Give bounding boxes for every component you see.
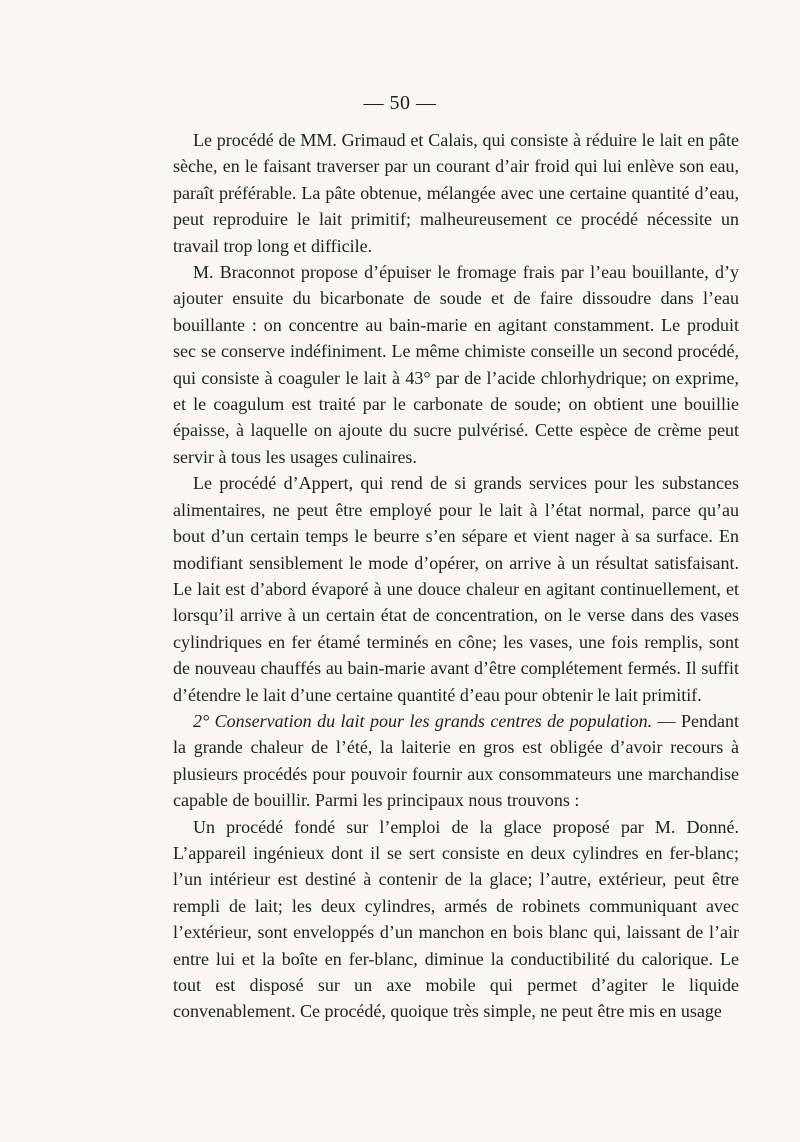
- paragraph-grimaud-calais: Le procédé de MM. Grimaud et Calais, qui consiste à réduire le lait en pâte sèche, en le faisant traverser par un courant d’air froid qui lui enlève son eau, paraît préférable. La pâte obtenue, mélangée avec une certaine quantité d’eau, peut reproduire le lait primitif; malheureusement ce procédé nécessite un travail trop long et difficile.: [173, 130, 739, 256]
- paragraph-braconnot: M. Braconnot propose d’épuiser le fromage frais par l’eau bouillante, d’y ajouter ensuite du bicarbonate de soude et de faire dissoudre dans l’eau bouillante : on concentre au bain-marie en agitant constamment. Le produit sec se conserve indéfiniment. Le même chimiste conseille un second procédé, qui consiste à coaguler le lait à 43° par de l’acide chlorhydrique; on exprime, et le coagulum est traité par le carbonate de soude; on obtient une bouillie épaisse, à laquelle on ajoute du sucre pulvérisé. Cette espèce de crème peut servir à tous les usages culinaires.: [173, 262, 739, 467]
- section-heading: 2° Conservation du lait pour les grands centres de population.: [193, 710, 653, 731]
- page-body: [173, 127, 739, 1025]
- paragraph-donne: Un procédé fondé sur l’emploi de la glace proposé par M. Donné. L’appareil ingénieux dont il se sert consiste en deux cylindres en fer-blanc; l’un intérieur est destiné à contenir de la glace; l’autre, extérieur, peut être rempli de lait; les deux cylindres, armés de robinets communiquant avec l’extérieur, sont enveloppés d’un manchon en bois blanc qui, laissant de l’air entre lui et la boîte en fer-blanc, diminue la conductibilité du calorique. Le tout est disposé sur un axe mobile qui permet d’agiter le liquide convenablement. Ce procédé, quoique très simple, ne peut être mis en usage: [173, 816, 739, 1022]
- paragraph-appert: Le procédé d’Appert, qui rend de si grands services pour les substances alimentaires, ne peut être employé pour le lait à l’état normal, parce qu’au bout d’un certain temps le beurre s’en sépare et vient nager à sa surface. En modifiant sensiblement le mode d’opérer, on arrive à un résultat satisfaisant. Le lait est d’abord évaporé à une douce chaleur en agitant continuellement, et lorsqu’il arrive à un certain état de concentration, on le verse dans des vases cylindriques en fer étamé terminés en cône; les vases, une fois remplis, sont de nouveau chauffés au bain-marie avant d’être complétement fermés. Il suffit d’étendre le lait d’une certaine quantité d’eau pour obtenir le lait primitif.: [173, 473, 739, 705]
- page-number: — 50 —: [363, 92, 437, 114]
- section-conservation-paragraph: [173, 708, 739, 814]
- section-body-text: — Pendant la grande chaleur de l’été, la laiterie en gros est obligée d’avoir recours à plusieurs procédés pour pouvoir fournir aux consommateurs une marchandise capable de bouillir. Parmi les principaux nous trouvons :: [173, 710, 739, 811]
